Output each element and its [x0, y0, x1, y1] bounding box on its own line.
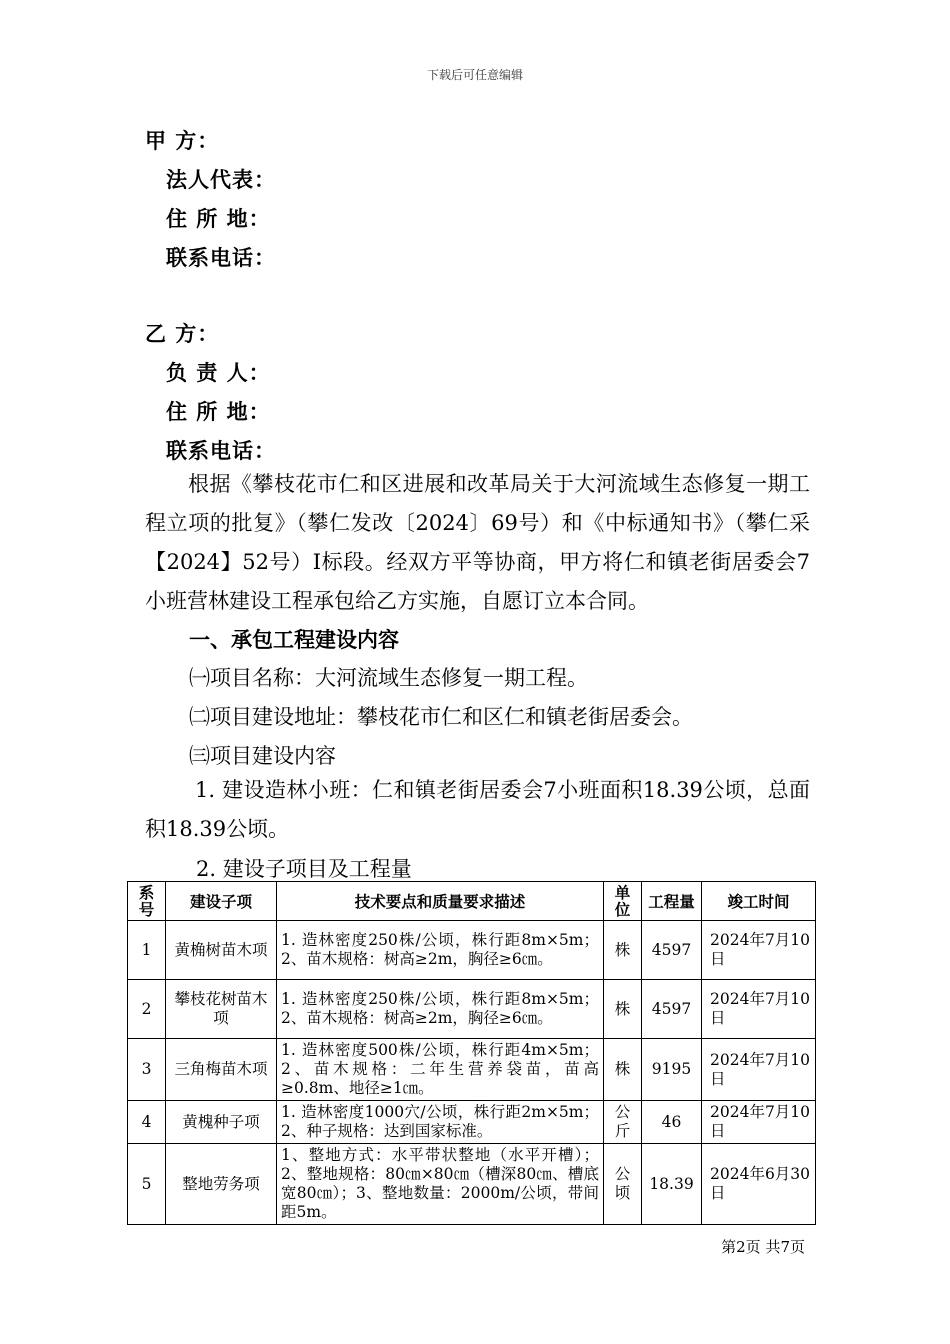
row-no: 5 — [128, 1144, 166, 1225]
row-no: 2 — [128, 980, 166, 1039]
row-no: 3 — [128, 1039, 166, 1101]
section1-title: 一、承包工程建设内容 — [189, 627, 399, 652]
row-completion: 2024年7月10日 — [702, 1039, 816, 1101]
row-completion: 2024年6月30日 — [702, 1144, 816, 1225]
table-row — [128, 980, 816, 1039]
row-no: 1 — [128, 921, 166, 980]
party-a-phone: 联系电话： — [166, 245, 276, 270]
item-project-address: ㈡项目建设地址：攀枝花市仁和区仁和镇老街居委会。 — [189, 705, 693, 729]
row-completion: 2024年7月10日 — [702, 921, 816, 980]
page-footer: 第2页 共7页 — [721, 1238, 805, 1256]
works-table — [127, 881, 816, 1225]
party-b-title: 乙 方： — [145, 321, 220, 346]
row-quantity: 4597 — [642, 980, 702, 1039]
col-header-unit: 单位 — [604, 882, 642, 921]
row-unit: 公顷 — [604, 1144, 642, 1225]
row-subitem: 黄桷树苗木项 — [166, 921, 277, 980]
col-header-quantity: 工程量 — [642, 882, 702, 921]
row-tech: 1. 造林密度250株/公顷，株行距8m×5m；2、苗木规格：树高≥2m，胸径≥6㎝。 — [277, 980, 604, 1039]
table-row — [128, 1144, 816, 1225]
col-header-subitem: 建设子项 — [166, 882, 277, 921]
row-quantity: 4597 — [642, 921, 702, 980]
table-row — [128, 1101, 816, 1144]
sub1-paragraph: 1. 建设造林小班：仁和镇老街居委会7小班面积18.39公顷，总面积18.39公顷。 — [145, 778, 810, 841]
party-b-responsible: 负 责 人： — [166, 360, 271, 385]
row-subitem: 黄槐种子项 — [166, 1101, 277, 1144]
row-subitem: 攀枝花树苗木项 — [166, 980, 277, 1039]
party-a-address: 住 所 地： — [166, 206, 271, 231]
sub2-heading: 2. 建设子项目及工程量 — [196, 857, 412, 881]
row-completion: 2024年7月10日 — [702, 1101, 816, 1144]
row-quantity: 18.39 — [642, 1144, 702, 1225]
row-no: 4 — [128, 1101, 166, 1144]
row-subitem: 三角梅苗木项 — [166, 1039, 277, 1101]
intro-paragraph: 根据《攀枝花市仁和区进展和改革局关于大河流域生态修复一期工程立项的批复》（攀仁发改〔2024〕69号）和《中标通知书》（攀仁采【2024】52号）Ⅰ标段。经双方平等协商，甲方将仁和镇老街居委会7小班营林建设工程承包给乙方实施，自愿订立本合同。 — [145, 472, 810, 613]
row-unit: 株 — [604, 980, 642, 1039]
header-note: 下载后可任意编辑 — [426, 68, 523, 82]
row-tech: 1. 造林密度250株/公顷，株行距8m×5m；2、苗木规格：树高≥2m，胸径≥6㎝。 — [277, 921, 604, 980]
col-header-completion: 竣工时间 — [702, 882, 816, 921]
row-subitem: 整地劳务项 — [166, 1144, 277, 1225]
party-b-address: 住 所 地： — [166, 399, 271, 424]
row-quantity: 9195 — [642, 1039, 702, 1101]
item-project-name: ㈠项目名称：大河流域生态修复一期工程。 — [189, 666, 588, 690]
table-row — [128, 921, 816, 980]
party-a-legal-rep: 法人代表： — [166, 167, 276, 192]
row-completion: 2024年7月10日 — [702, 980, 816, 1039]
row-unit: 公斤 — [604, 1101, 642, 1144]
party-a-title: 甲 方： — [145, 128, 220, 153]
item-project-content: ㈢项目建设内容 — [189, 744, 336, 768]
table-header-row — [128, 882, 816, 921]
party-b-phone: 联系电话： — [166, 438, 276, 463]
col-header-no: 系号 — [128, 882, 166, 921]
row-unit: 株 — [604, 1039, 642, 1101]
row-unit: 株 — [604, 921, 642, 980]
table-row — [128, 1039, 816, 1101]
col-header-tech: 技术要点和质量要求描述 — [277, 882, 604, 921]
row-tech: 1. 造林密度1000穴/公顷，株行距2m×5m；2、种子规格：达到国家标准。 — [277, 1101, 604, 1144]
row-quantity: 46 — [642, 1101, 702, 1144]
row-tech: 1、整地方式：水平带状整地（水平开槽）；2、整地规格：80㎝×80㎝（槽深80㎝、槽底宽80㎝）；3、整地数量：2000m/公顷，带间距5m。 — [277, 1144, 604, 1225]
row-tech: 1. 造林密度500株/公顷，株行距4m×5m；2、苗木规格：二年生营养袋苗，苗高≥0.8m、地径≥1㎝。 — [277, 1039, 604, 1101]
